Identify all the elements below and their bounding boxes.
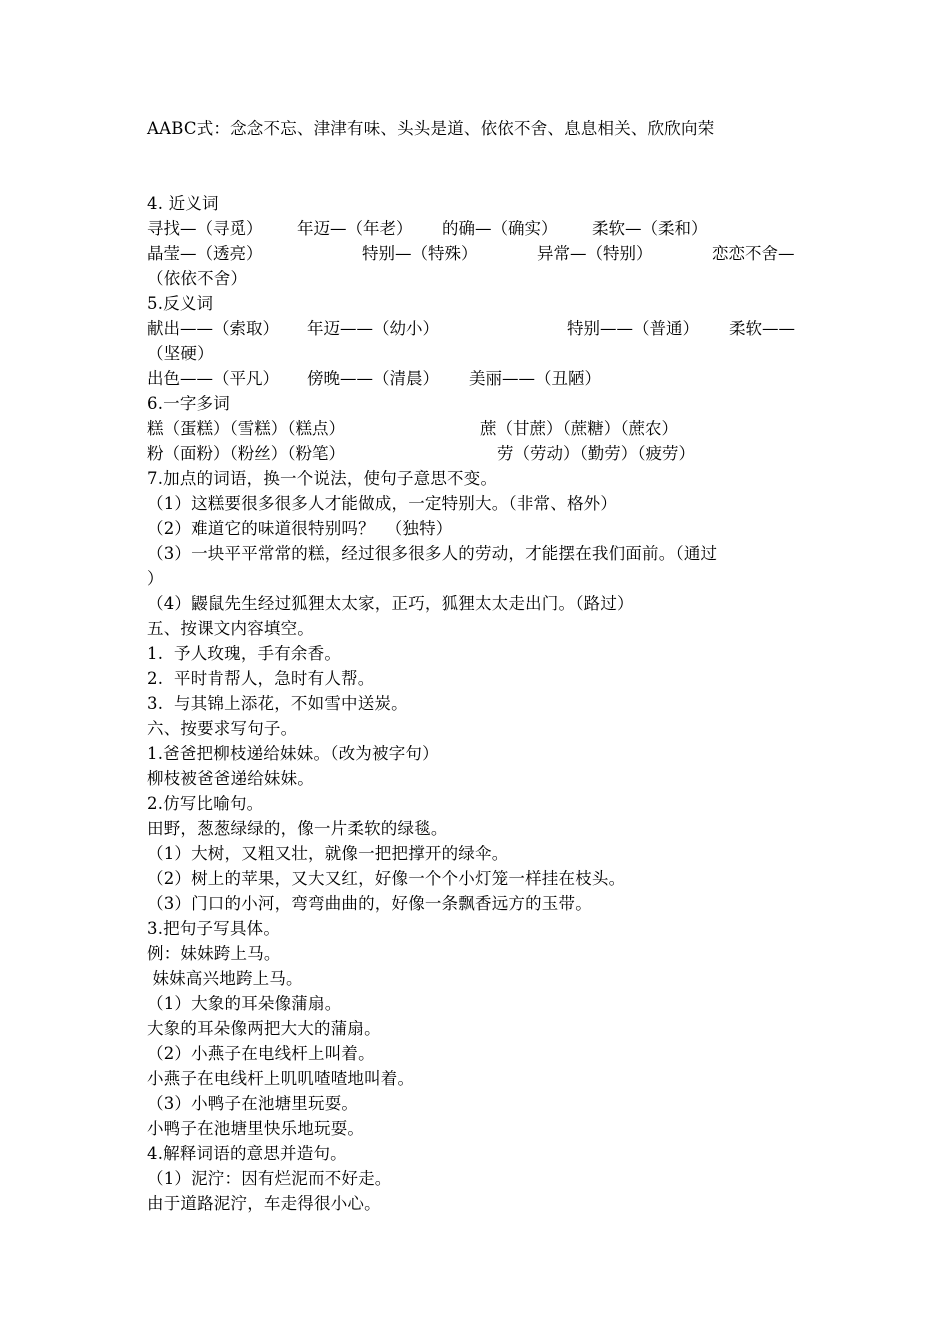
- rephrase-item: （2）难道它的味道很特别吗？ （独特）: [147, 519, 453, 538]
- synonym-pair: 特别—（特殊）: [362, 244, 478, 263]
- antonym-pair: 傍晚——（清晨）: [307, 369, 439, 388]
- sentence-line: 小鸭子在池塘里快乐地玩耍。: [147, 1119, 365, 1138]
- sentence-line: 例：妹妹跨上马。: [147, 944, 281, 963]
- antonyms-heading: 5.反义词: [147, 294, 214, 313]
- sentence-line: （1）大树，又粗又壮，就像一把把撑开的绿伞。: [147, 844, 509, 863]
- sentence-line: （2）小燕子在电线杆上叫着。: [147, 1044, 375, 1063]
- sentence-line: （3）小鸭子在池塘里玩耍。: [147, 1094, 359, 1113]
- synonym-pair: 年迈—（年老）: [297, 219, 413, 238]
- sentence-line: 柳枝被爸爸递给妹妹。: [147, 769, 314, 788]
- aabc-line: AABC式：念念不忘、津津有味、头头是道、依依不舍、息息相关、欣欣向荣: [147, 119, 715, 138]
- rephrase-item: （3）一块平平常常的糕，经过很多很多人的劳动，才能摆在我们面前。（通过: [147, 544, 718, 563]
- antonym-pair: 美丽——（丑陋）: [469, 369, 601, 388]
- synonym-pair: 异常—（特别）: [537, 244, 653, 263]
- synonym-pair: 恋恋不舍—: [712, 244, 795, 263]
- fill-in-item: 2. 平时肯帮人，急时有人帮。: [147, 669, 375, 688]
- rephrase-item: （1）这糕要很多很多人才能做成，一定特别大。（非常、格外）: [147, 494, 618, 513]
- sentence-line: （3）门口的小河，弯弯曲曲的，好像一条飘香远方的玉带。: [147, 894, 592, 913]
- sentence-line: （1）泥泞：因有烂泥而不好走。: [147, 1169, 392, 1188]
- synonyms-heading: 4. 近义词: [147, 194, 219, 213]
- sentence-line: 3.把句子写具体。: [147, 919, 281, 938]
- antonym-continuation: （坚硬）: [147, 344, 214, 363]
- sentence-line: 妹妹高兴地跨上马。: [147, 969, 303, 988]
- sentence-line: 由于道路泥泞，车走得很小心。: [147, 1194, 381, 1213]
- sentence-line: 2.仿写比喻句。: [147, 794, 264, 813]
- multi-words-heading: 6.一字多词: [147, 394, 230, 413]
- synonym-pair: 寻找—（寻觅）: [147, 219, 263, 238]
- word-group: 糕（蛋糕）（雪糕）（糕点）: [147, 419, 345, 438]
- fill-in-item: 1. 予人玫瑰，手有余香。: [147, 644, 342, 663]
- section-five-heading: 五、按课文内容填空。: [147, 619, 314, 638]
- synonym-pair: 柔软—（柔和）: [592, 219, 708, 238]
- synonym-continuation: （依依不舍）: [147, 269, 248, 288]
- antonym-pair: 献出——（索取）: [147, 319, 279, 338]
- rephrase-item: ）: [147, 569, 164, 588]
- sentence-line: 小燕子在电线杆上叽叽喳喳地叫着。: [147, 1069, 415, 1088]
- word-group: 蔗（甘蔗）（蔗糖）（蔗农）: [480, 419, 678, 438]
- fill-in-item: 3. 与其锦上添花，不如雪中送炭。: [147, 694, 408, 713]
- antonym-pair: 出色——（平凡）: [147, 369, 279, 388]
- rephrase-heading: 7.加点的词语，换一个说法，使句子意思不变。: [147, 469, 498, 488]
- sentence-line: 4.解释词语的意思并造句。: [147, 1144, 347, 1163]
- word-group: 劳（劳动）（勤劳）（疲劳）: [497, 444, 695, 463]
- sentence-line: （1）大象的耳朵像蒲扇。: [147, 994, 342, 1013]
- synonym-pair: 晶莹—（透亮）: [147, 244, 263, 263]
- antonym-pair: 柔软——: [729, 319, 795, 338]
- sentence-line: 1.爸爸把柳枝递给妹妹。（改为被字句）: [147, 744, 439, 763]
- word-group: 粉（面粉）（粉丝）（粉笔）: [147, 444, 345, 463]
- sentence-line: 田野，葱葱绿绿的，像一片柔软的绿毯。: [147, 819, 448, 838]
- sentence-line: 大象的耳朵像两把大大的蒲扇。: [147, 1019, 381, 1038]
- antonym-pair: 特别——（普通）: [567, 319, 699, 338]
- antonym-pair: 年迈——（幼小）: [307, 319, 439, 338]
- rephrase-item: （4）鼹鼠先生经过狐狸太太家，正巧，狐狸太太走出门。（路过）: [147, 594, 634, 613]
- synonym-pair: 的确—（确实）: [442, 219, 558, 238]
- sentence-line: （2）树上的苹果，又大又红，好像一个个小灯笼一样挂在枝头。: [147, 869, 626, 888]
- section-six-heading: 六、按要求写句子。: [147, 719, 298, 738]
